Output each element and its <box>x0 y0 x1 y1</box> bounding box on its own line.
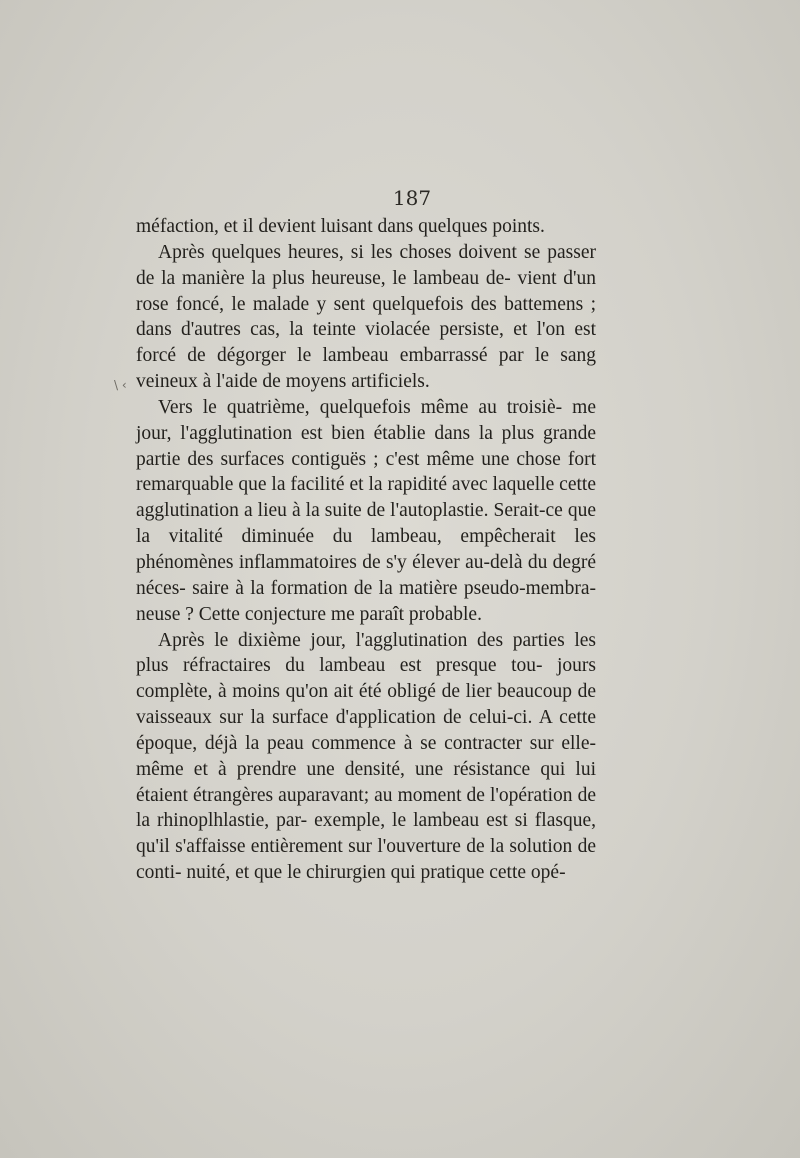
body-text <box>136 214 596 886</box>
paragraph-4: Après le dixième jour, l'agglutination des parties les plus réfractaires du lambeau est presque tou- jours complète, à moins qu'on ait été obligé de lier beaucoup de vaisseaux sur la surface d'application de celui-ci. A cette époque, déjà la peau commence à se contracter sur elle-même et à prendre une densité, une résistance qui lui étaient étrangères auparavant; au moment de l'opération de la rhinoplhlastie, par- exemple, le lambeau est si flasque, qu'il s'affaisse entièrement sur l'ouverture de la solution de conti- nuité, et que le chirurgien qui pratique cette opé- <box>136 629 596 884</box>
page-number: 187 <box>392 186 432 210</box>
paragraph-3: Vers le quatrième, quelquefois même au troisiè- me jour, l'agglutination est bien établie dans la plus grande partie des surfaces contiguës ; c'est même une chose fort remarquable que la facilité et la rapidité avec laquelle cette agglutination a lieu à la suite de l'autoplastie. Serait-ce que la vitalité diminuée du lambeau, empêcherait les phénomènes inflammatoires de s'y élever au-delà du degré néces- saire à la formation de la matière pseudo-membra- neuse ? Cette conjecture me paraît probable. <box>136 396 596 625</box>
paragraph-2: Après quelques heures, si les choses doivent se passer de la manière la plus heureuse, le lambeau de- vient d'un rose foncé, le malade y sent quelquefois des battemens ; dans d'autres cas, la teinte violacée persiste, et l'on est forcé de dégorger le lambeau embarrassé par le sang veineux à l'aide de moyens artificiels. <box>136 241 596 393</box>
paragraph-1: méfaction, et il devient luisant dans quelques points. <box>136 216 545 237</box>
margin-mark: \ ‹ <box>114 378 127 392</box>
